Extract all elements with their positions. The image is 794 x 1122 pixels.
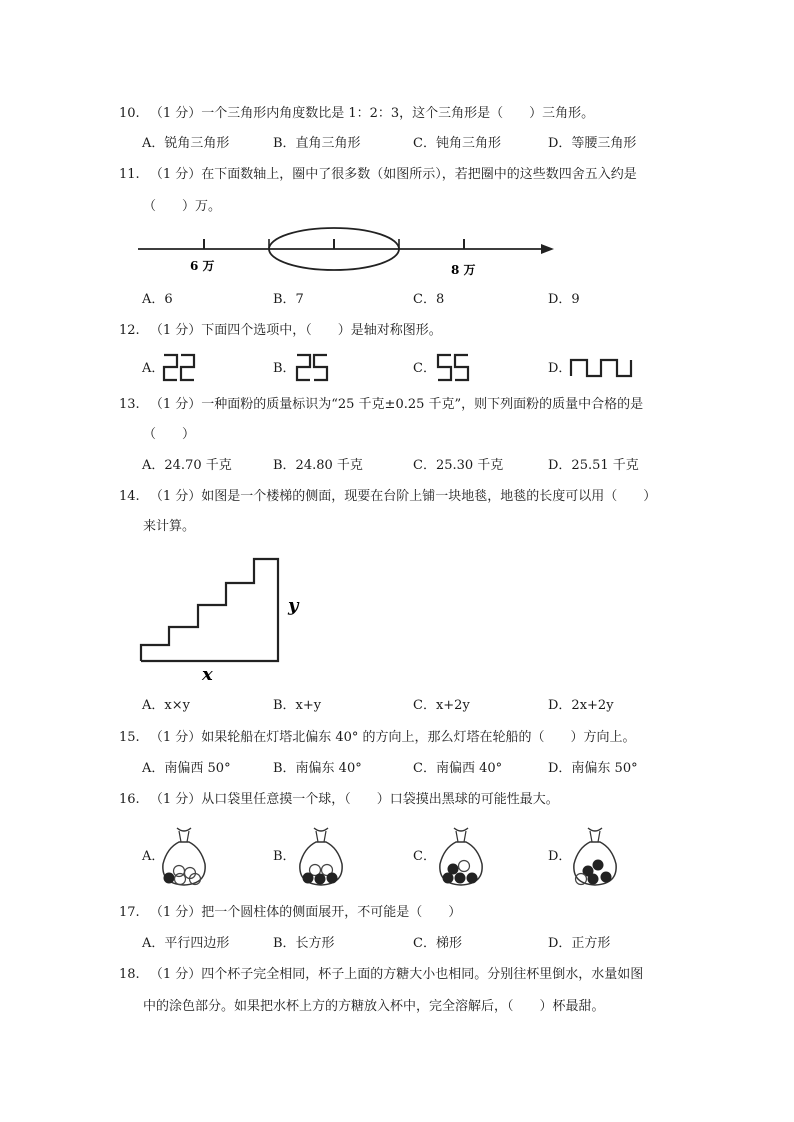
- shape-25-icon: [295, 352, 331, 384]
- option-d: D．2x+2y: [548, 698, 614, 713]
- option-c: C．: [413, 361, 436, 376]
- question-text: （1 分）一个三角形内角度数比是 1：2：3，这个三角形是（ ）三角形。: [149, 106, 595, 121]
- option-a: A．6: [142, 292, 173, 307]
- question-text: （1 分）如图是一个楼梯的侧面，现要在台阶上铺一块地毯，地毯的长度可以用（ ）: [149, 489, 657, 504]
- shape-22-icon: [162, 352, 198, 384]
- question-18: [119, 967, 643, 983]
- bag-a-icon: [159, 826, 209, 888]
- option-b: B．24.80 千克: [273, 458, 363, 473]
- question-12: [119, 323, 442, 339]
- option-a: A．平行四边形: [142, 936, 230, 951]
- option-d: D．: [548, 849, 572, 864]
- staircase-figure: [138, 553, 308, 685]
- option-a: A．锐角三角形: [142, 136, 230, 151]
- option-a: A．: [142, 361, 165, 376]
- question-continuation: 来计算。: [143, 519, 196, 534]
- option-c: C．钝角三角形: [413, 136, 501, 151]
- label-8-wan: 8 万: [451, 263, 476, 277]
- question-text: （1 分）在下面数轴上，圈中了很多数（如图所示），若把圈中的这些数四舍五入约是: [149, 167, 637, 182]
- question-number: 13.: [119, 397, 140, 412]
- question-text: （1 分）如果轮船在灯塔北偏东 40° 的方向上，那么灯塔在轮船的（ ）方向上。: [149, 730, 636, 745]
- question-number: 18.: [119, 967, 140, 982]
- option-d: D．正方形: [548, 936, 611, 951]
- bag-b-icon: [296, 826, 346, 888]
- option-d: D．等腰三角形: [548, 136, 637, 151]
- option-d: D．25.51 千克: [548, 458, 639, 473]
- question-text: （1 分）四个杯子完全相同，杯子上面的方糖大小也相同。分别往杯里倒水，水量如图: [149, 967, 644, 982]
- question-number: 15.: [119, 730, 140, 745]
- question-continuation: （ ）: [143, 427, 196, 442]
- question-number: 16.: [119, 792, 140, 807]
- option-c: C．梯形: [413, 936, 462, 951]
- option-d: D．南偏东 50°: [548, 761, 638, 776]
- option-a: A．南偏西 50°: [142, 761, 231, 776]
- label-x: x: [202, 664, 213, 685]
- question-continuation: 中的涂色部分。如果把水杯上方的方糖放入杯中，完全溶解后，（ ）杯最甜。: [143, 999, 605, 1014]
- question-number: 10.: [119, 106, 140, 121]
- option-c: C．25.30 千克: [413, 458, 504, 473]
- question-16: [119, 792, 559, 808]
- label-6-wan: 6 万: [190, 259, 215, 273]
- option-b: B．x+y: [273, 698, 322, 713]
- question-text: （1 分）下面四个选项中，（ ）是轴对称图形。: [149, 323, 442, 338]
- option-b: B．长方形: [273, 936, 335, 951]
- option-c: C．8: [413, 292, 445, 307]
- question-17: [119, 905, 461, 921]
- option-b: B．: [273, 849, 296, 864]
- question-continuation: （ ）万。: [143, 199, 222, 214]
- option-b: B．直角三角形: [273, 136, 361, 151]
- question-number: 14.: [119, 489, 140, 504]
- label-y: y: [288, 595, 299, 616]
- question-number: 11.: [119, 167, 140, 182]
- question-number: 17.: [119, 905, 140, 920]
- option-b: B．7: [273, 292, 304, 307]
- option-a: A．24.70 千克: [142, 458, 232, 473]
- option-d: D．: [548, 361, 572, 376]
- number-line-figure: [138, 225, 558, 285]
- option-b: B．南偏东 40°: [273, 761, 362, 776]
- option-d: D．9: [548, 292, 580, 307]
- shape-square-wave-icon: [569, 356, 637, 380]
- question-15: [119, 730, 636, 746]
- bag-d-icon: [570, 826, 620, 888]
- question-11: [119, 167, 637, 183]
- option-a: A．x×y: [142, 698, 190, 713]
- question-text: （1 分）把一个圆柱体的侧面展开，不可能是（ ）: [149, 905, 462, 920]
- question-text: （1 分）从口袋里任意摸一个球，（ ）口袋摸出黑球的可能性最大。: [149, 792, 559, 807]
- shape-55-icon: [436, 352, 472, 384]
- question-13: [119, 397, 643, 413]
- question-14: [119, 489, 656, 505]
- question-text: （1 分）一种面粉的质量标识为“25 千克±0.25 千克”，则下列面粉的质量中合格的是: [149, 397, 644, 412]
- question-10: [119, 106, 594, 122]
- option-a: A．: [142, 849, 165, 864]
- option-c: C．南偏西 40°: [413, 761, 503, 776]
- option-b: B．: [273, 361, 296, 376]
- option-c: C．: [413, 849, 436, 864]
- bag-c-icon: [436, 826, 486, 888]
- option-c: C．x+2y: [413, 698, 470, 713]
- question-number: 12.: [119, 323, 140, 338]
